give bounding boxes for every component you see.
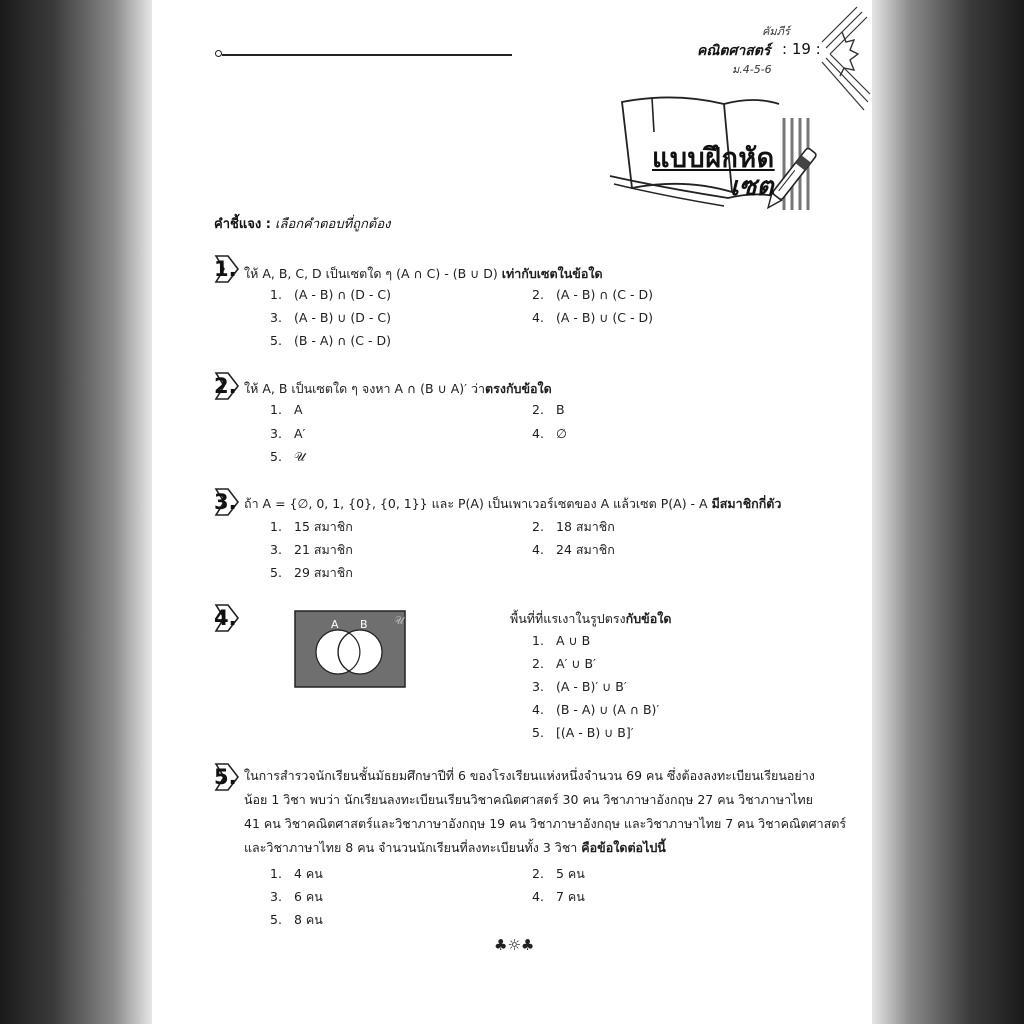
option: 3. (A - B)′ ∪ B′ [532,679,627,694]
option: 1. A [270,402,303,417]
left-page-shadow [0,0,152,1024]
option: 2. (A - B) ∩ (C - D) [532,287,653,302]
venn-label-b: B [360,618,368,631]
document-page [152,0,872,1024]
option: 4. 24 สมาชิก [532,542,615,557]
option: 5. 29 สมาชิก [270,565,353,580]
venn-label-a: A [331,618,339,631]
option: 4. ∅ [532,426,567,441]
question-number: 1. [214,257,237,281]
book-series-label: คัมภีร์ [762,25,790,38]
venn-label-universe: 𝒰 [394,614,404,627]
section-subtitle: เซต [730,172,774,202]
option: 5. 𝒰 [270,449,306,464]
question-number: 4. [214,606,237,630]
option: 1. (A - B) ∩ (D - C) [270,287,391,302]
grade-label: ม.4-5-6 [732,63,772,76]
question-number: 2. [214,374,237,398]
option: 3. A′ [270,426,306,441]
option: 2. A′ ∪ B′ [532,656,596,671]
option: 3. 6 คน [270,889,323,904]
question-text: พื้นที่ที่แรเงาในรูปตรงกับข้อใด [510,611,672,626]
footer-ornament: ♣☼♣ [494,936,535,954]
question-number: 3. [214,490,237,514]
option: 2. 18 สมาชิก [532,519,615,534]
option: 3. (A - B) ∪ (D - C) [270,310,391,325]
header-rule [222,54,512,56]
option: 4. (B - A) ∪ (A ∩ B)′ [532,702,660,717]
right-page-shadow [872,0,1024,1024]
venn-diagram [294,610,406,688]
option: 2. B [532,402,565,417]
question-number: 5. [214,765,237,789]
option: 1. 15 สมาชิก [270,519,353,534]
option: 4. (A - B) ∪ (C - D) [532,310,653,325]
question-paragraph: ในการสำรวจนักเรียนชั้นมัธยมศึกษาปีที่ 6 ของโรงเรียนแห่งหนึ่งจำนวน 69 คน ซึ่งต้องลงทะเบียนเรียนอย่าง น้อย 1 วิชา พบว่า นักเรียนลงทะเบียนเรียนวิชาคณิตศาสตร์ 30 คน วิชาภาษาอังกฤษ 27 คน วิชาภาษาไทย 41 คน วิชาคณิตศาสตร์และวิชาภาษาอังกฤษ 19 คน วิชาภาษาอังกฤษ และวิชาภาษาไทย 7 คน วิชาคณิตศาสตร์ และวิชาภาษาไทย 8 คน จำนวนนักเรียนที่ลงทะเบียนทั้ง 3 วิชา คือข้อใดต่อไปนี้ [244,768,847,855]
question-text: ถ้า A = {∅, 0, 1, {0}, {0, 1}} และ P(A) เป็นเพาเวอร์เซตของ A แล้วเซต P(A) - A มีสมาชิกกี่ตัว [244,496,782,511]
section-title: แบบฝึกหัด [652,143,775,174]
page-number: : 19 : [782,40,821,58]
header-line-dot [215,50,222,57]
option: 2. 5 คน [532,866,585,881]
option: 3. 21 สมาชิก [270,542,353,557]
instructions-label: คำชี้แจง : [214,217,271,232]
question-text: ให้ A, B, C, D เป็นเซตใด ๆ (A ∩ C) - (B ∪ D) เท่ากับเซตในข้อใด [244,266,603,281]
option: 1. A ∪ B [532,633,591,648]
option: 5. [(A - B) ∪ B]′ [532,725,634,740]
question-text: ให้ A, B เป็นเซตใด ๆ จงหา A ∩ (B ∪ A)′ ว่าตรงกับข้อใด [244,381,552,396]
subject-label: คณิตศาสตร์ [697,43,771,59]
option: 5. (B - A) ∩ (C - D) [270,333,391,348]
instructions-text: เลือกคำตอบที่ถูกต้อง [275,217,391,232]
option: 5. 8 คน [270,912,323,927]
option: 4. 7 คน [532,889,585,904]
instructions [214,213,391,234]
option: 1. 4 คน [270,866,323,881]
